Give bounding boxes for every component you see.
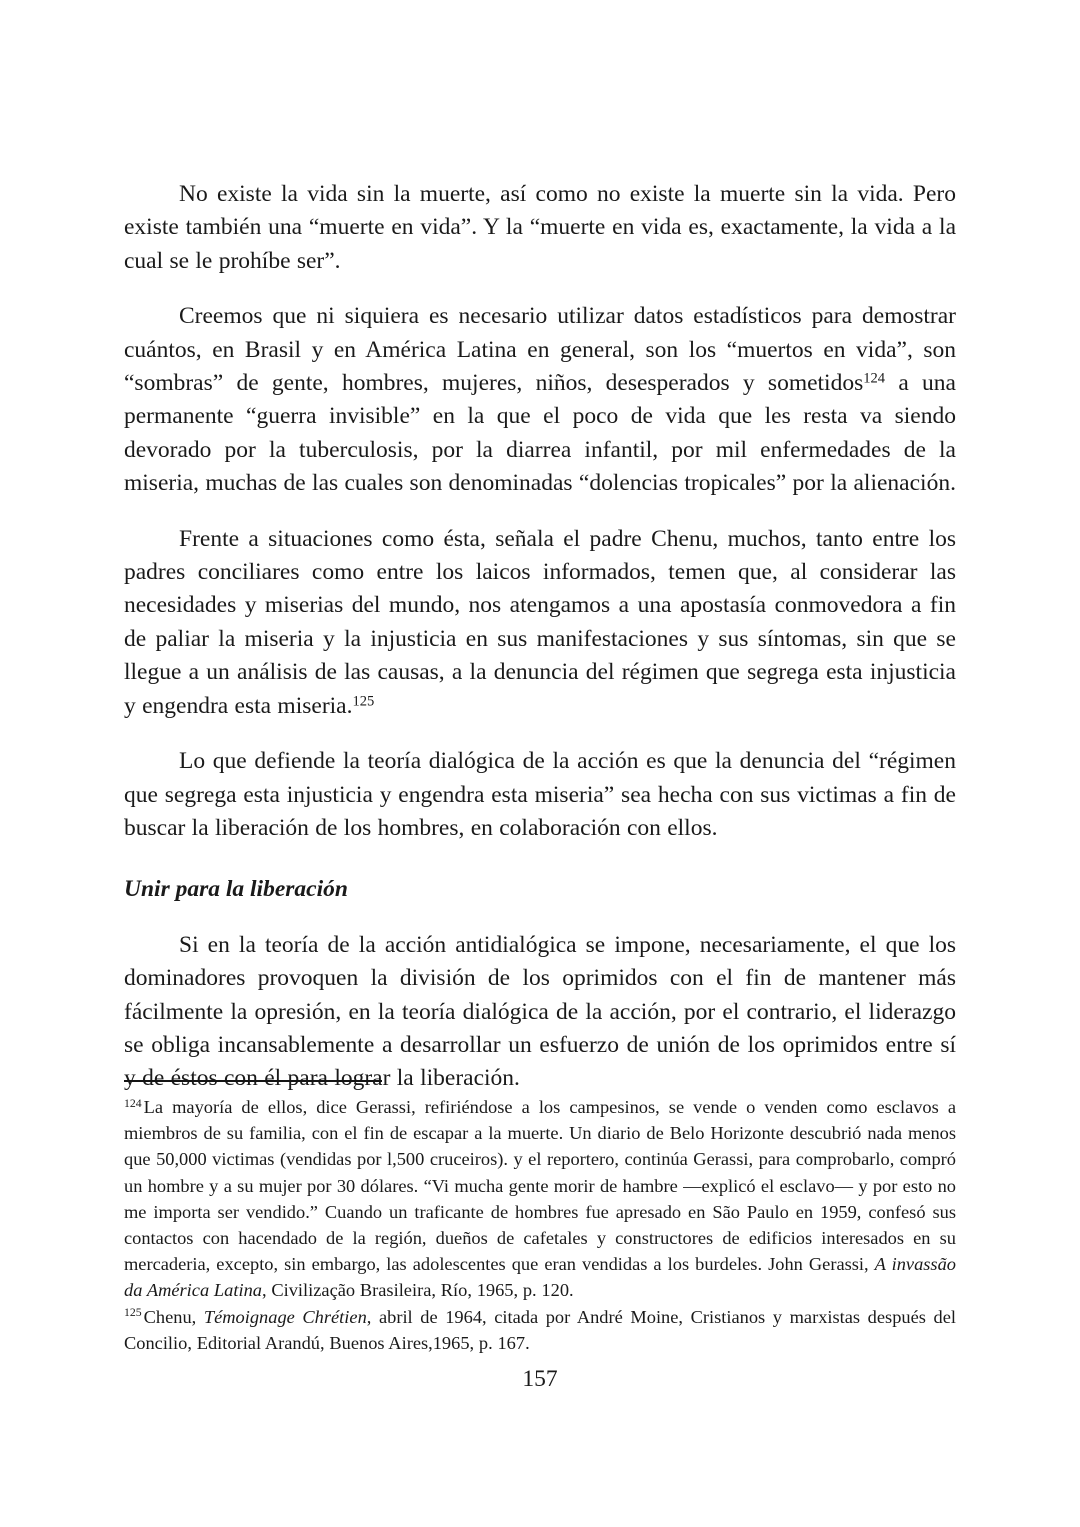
footnote-separator-rule (124, 1080, 382, 1082)
footnote-ref-125[interactable]: 125 (352, 693, 375, 710)
footnotes-section (124, 1080, 956, 1356)
body-paragraph-1: No existe la vida sin la muerte, así como no existe la muerte sin la vida. Pero existe también una “muerte en vida”. Y la “muerte en vida es, exactamente, la vida a la cual se le prohíbe ser”. (124, 181, 956, 274)
paragraph-3-text-before-footnote-ref: Frente a situaciones como ésta, señala el padre Chenu, muchos, tanto entre los padres conciliares como entre los laicos informados, temen que, al considerar las necesidades y miserias del mundo, nos atengamos a una apostasía conmovedora a fin de paliar la miseria y la injusticia en sus manifestaciones y sus síntomas, sin que se llegue a un análisis de las causas, a la denuncia del régimen que segrega esta injusticia y engendra esta miseria. (124, 525, 956, 719)
footnote-number-125: 125 (124, 1306, 142, 1320)
footnote-125 (124, 1304, 956, 1356)
footnote-124-text-part1: La mayoría de ellos, dice Gerassi, refiriéndose a los campesinos, se vende o venden como esclavos a miembros de su familia, con el fin de escapar a la muerte. Un diario de Belo Horizonte descubrió nada menos que 50,000 victimas (vendidas por l,500 cruceiros). y el reportero, continúa Gerassi, para comprobarlo, compró un hombre y a su mujer por 30 dólares. “Vi mucha gente morir de hambre —explicó el esclavo— y por esto no me importa ser vendido.” Cuando un traficante de hombres fue apresado en São Paulo en 1959, confesó sus contactos con hacendado de la región, dueños de cafetales y constructores de edificios interesados en su mercaderia, excepto, sin embargo, las adolescentes que eran vendidas a los burdeles. John Gerassi, (124, 1097, 956, 1275)
footnote-125-text-part1: Chenu, (143, 1306, 204, 1327)
footnote-ref-124[interactable]: 124 (863, 370, 886, 387)
footnote-124-text-part2: , Civilização Brasileira, Río, 1965, p. 120. (261, 1280, 574, 1301)
page-number: 157 (522, 1366, 558, 1392)
body-paragraph-3 (124, 523, 956, 723)
body-paragraph-after-heading: Si en la teoría de la acción antidialógica se impone, necesariamente, el que los dominadores provoquen la división de los oprimidos con el fin de mantener más fácilmente la opresión, en la teoría dialógica de la acción, por el contrario, el liderazgo se obliga incansablemente a desarrollar un esfuerzo de unión de los oprimidos entre sí y de éstos con él para lograr la liberación. (124, 931, 956, 1092)
page-body (124, 178, 956, 1096)
paragraph-2-text-after-footnote-ref: a una permanente “guerra invisible” en la que el poco de vida que les resta va siendo devorado por la tuberculosis, por la diarrea infantil, por mil enfermedades de la miseria, muchas de las cuales son denominadas “dolencias tropicales” por la alienación. (124, 370, 956, 497)
footnote-125-text-part2: , abril de 1964, citada por André Moine, Cristianos y marxistas después del Concilio, Editorial Arandú, Buenos Aires,1965, p. 167. (124, 1306, 956, 1353)
section-heading-block (124, 873, 956, 906)
footnote-124-italic-title: A invassão da América Latina (124, 1254, 956, 1301)
section-heading: Unir para la liberación (124, 876, 348, 903)
body-paragraph-2 (124, 300, 956, 500)
footnote-125-italic-title: Témoignage Chrétien (203, 1306, 367, 1327)
footnote-124 (124, 1094, 956, 1304)
footnote-number-124: 124 (124, 1096, 142, 1110)
paragraph-2-text-before-footnote-ref: Creemos que ni siquiera es necesario utilizar datos estadísticos para demostrar cuántos, en Brasil y en América Latina en general, son los “muertos en vida”, son “sombras” de gente, hombres, mujeres, niños, desesperados y sometidos (124, 303, 956, 397)
body-paragraph-4: Lo que defiende la teoría dialógica de la acción es que la denuncia del “régimen que segrega esta injusticia y engendra esta miseria” sea hecha con sus victimas a fin de buscar la liberación de los hombres, en colaboración con ellos. (124, 748, 956, 841)
